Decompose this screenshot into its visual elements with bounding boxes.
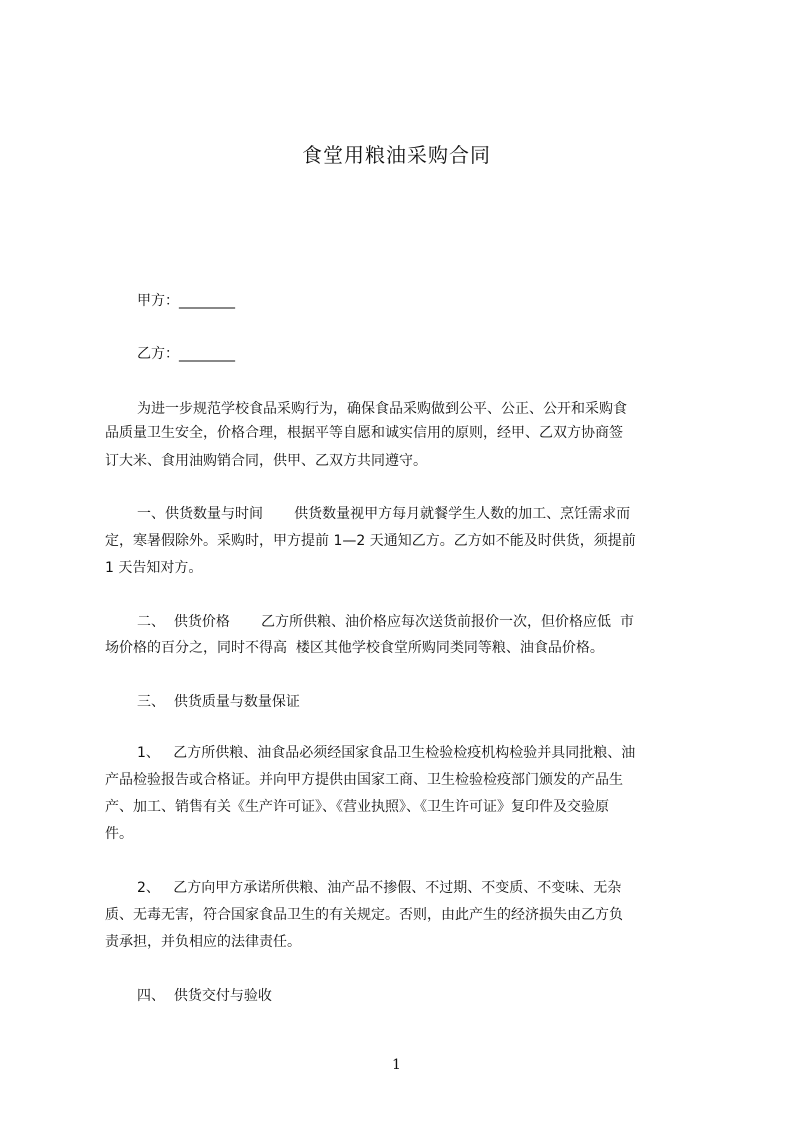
intro-line-3: 订大米、食用油购销合同，供甲、乙双方共同遵守。	[105, 453, 427, 469]
party-a-line: 甲方：________	[137, 293, 235, 309]
page-number: 1	[392, 1057, 401, 1073]
item1-line-4: 件。	[105, 826, 133, 842]
section3-heading: 三、 供货质量与数量保证	[137, 694, 300, 710]
section1-line-1: 一、供货数量与时间 供货数量视甲方每月就餐学生人数的加工、烹饪需求而	[137, 506, 631, 522]
item1-line-1: 1、 乙方所供粮、油食品必须经国家食品卫生检验检疫机构检验并具同批粮、油	[137, 745, 636, 761]
item2-line-3: 责承担，并负相应的法律责任。	[105, 934, 301, 950]
item1-line-2: 产品检验报告或合格证。并向甲方提供由国家工商、卫生检验检疫部门颁发的产品生	[105, 772, 623, 788]
section2-line-1: 二、 供货价格 乙方所供粮、油价格应每次送货前报价一次，但价格应低 市	[137, 614, 634, 630]
section1-line-2: 定，寒暑假除外。采购时，甲方提前 1—2 天通知乙方。乙方如不能及时供货，须提前	[105, 533, 636, 549]
item1-line-3: 产、加工、销售有关《生产许可证》、《营业执照》、《卫生许可证》复印件及交验原	[105, 799, 609, 815]
section1-line-3: 1 天告知对方。	[105, 560, 203, 576]
section2-line-2: 场价格的百分之，同时不得高 楼区其他学校食堂所购同类同等粮、油食品价格。	[105, 640, 604, 656]
intro-line-1: 为进一步规范学校食品采购行为，确保食品采购做到公平、公正、公开和采购食	[137, 401, 627, 417]
document-title: 食堂用粮油采购合同	[302, 143, 491, 167]
item2-line-1: 2、 乙方向甲方承诺所供粮、油产品不掺假、不过期、不变质、不变味、无杂	[137, 880, 622, 896]
party-b-line: 乙方：________	[137, 346, 235, 362]
intro-line-2: 品质量卫生安全，价格合理，根据平等自愿和诚实信用的原则，经甲、乙双方协商签	[105, 425, 623, 441]
section4-heading: 四、 供货交付与验收	[137, 988, 272, 1004]
item2-line-2: 质、无毒无害，符合国家食品卫生的有关规定。否则，由此产生的经济损失由乙方负	[105, 907, 623, 923]
